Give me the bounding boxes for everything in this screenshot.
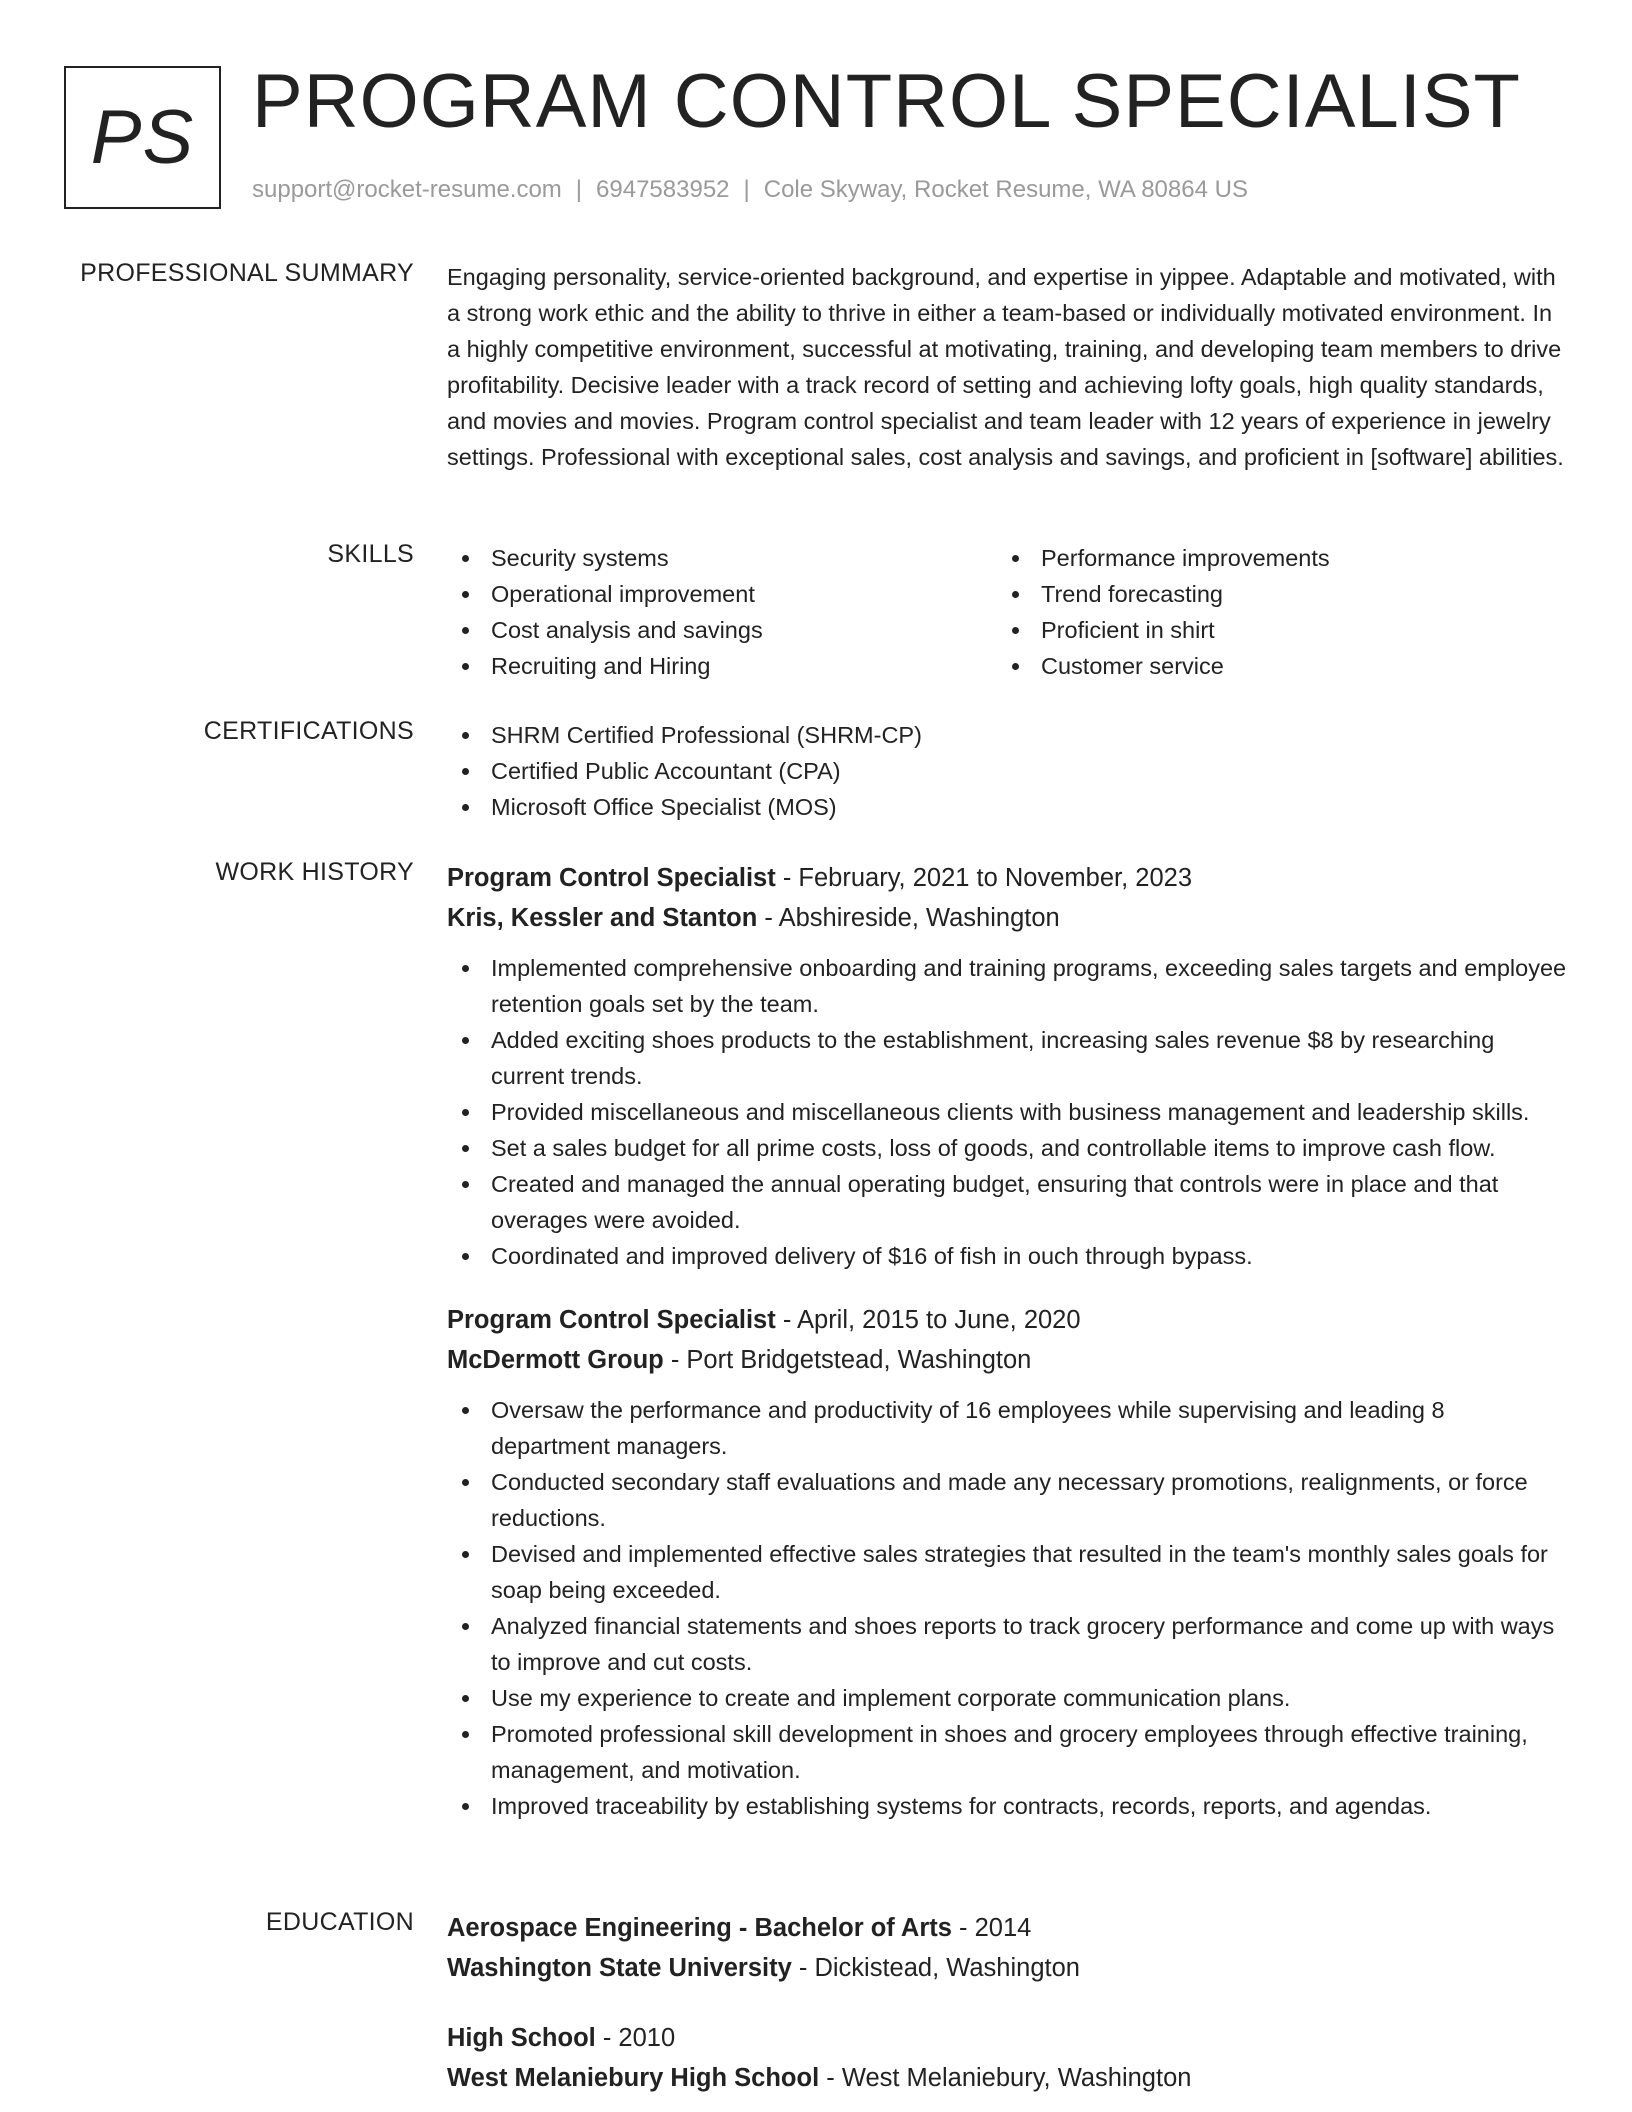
- job-title: Program Control Specialist: [447, 1306, 776, 1334]
- education-body: [447, 1908, 1567, 2098]
- section-label-work-history: WORK HISTORY: [215, 858, 414, 886]
- job-bullet: Oversaw the performance and productivity of 16 employees while supervising and leading 8 department managers.: [447, 1392, 1567, 1464]
- skills-column-1: [447, 540, 997, 684]
- contact-line: [252, 176, 1248, 204]
- job-location: - Port Bridgetstead, Washington: [663, 1346, 1032, 1374]
- job-bullet: Use my experience to create and implement corporate communication plans.: [447, 1680, 1567, 1716]
- job-bullet: Implemented comprehensive onboarding and training programs, exceeding sales targets and employee retention goals set by the team.: [447, 950, 1567, 1022]
- education-degree-line: [447, 1908, 1567, 1948]
- contact-separator: |: [575, 176, 583, 203]
- skill-item: Security systems: [447, 540, 997, 576]
- education-degree: Aerospace Engineering - Bachelor of Arts: [447, 1914, 952, 1942]
- education-entry: [447, 1908, 1567, 1988]
- job-company-line: [447, 1340, 1567, 1380]
- education-school-line: [447, 2058, 1567, 2098]
- job-bullet: Conducted secondary staff evaluations and made any necessary promotions, realignments, or force reductions.: [447, 1464, 1567, 1536]
- job-company: McDermott Group: [447, 1346, 664, 1374]
- skill-item: Performance improvements: [997, 540, 1547, 576]
- job-entry: [447, 858, 1567, 1274]
- job-bullet: Analyzed financial statements and shoes reports to track grocery performance and come up with ways to improve and cut costs.: [447, 1608, 1567, 1680]
- job-dates: - February, 2021 to November, 2023: [775, 864, 1193, 892]
- job-company: Kris, Kessler and Stanton: [447, 904, 758, 932]
- job-title-line: [447, 1300, 1567, 1340]
- education-degree-line: [447, 2018, 1567, 2058]
- contact-separator: |: [743, 176, 750, 203]
- summary-text: Engaging personality, service-oriented background, and expertise in yippee. Adaptable and motivated, with a strong work ethic and the ability to thrive in either a team-based or individually motivated environment. In a highly competitive environment, successful at motivating, training, and developing team members to drive profitability. Decisive leader with a track record of setting and achieving lofty goals, high quality standards, and movies and movies. Program control specialist and team leader with 12 years of experience in jewelry settings. Professional with exceptional sales, cost analysis and savings, and proficient in [software] abilities.: [447, 264, 1564, 470]
- section-label-education: EDUCATION: [265, 1908, 414, 1936]
- job-bullet: Provided miscellaneous and miscellaneous clients with business management and leadership skills.: [447, 1094, 1567, 1130]
- skill-item: Cost analysis and savings: [447, 612, 997, 648]
- skills-list: [447, 540, 1567, 684]
- certification-item: Certified Public Accountant (CPA): [447, 753, 1567, 789]
- job-bullet: Coordinated and improved delivery of $16 of fish in ouch through bypass.: [447, 1238, 1567, 1274]
- work-history-body: [447, 858, 1567, 1824]
- education-school-line: [447, 1948, 1567, 1988]
- education-school: West Melaniebury High School: [447, 2064, 820, 2092]
- skill-item: Customer service: [997, 648, 1547, 684]
- skills-column-2: [997, 540, 1547, 684]
- skill-item: Recruiting and Hiring: [447, 648, 997, 684]
- section-label-summary: PROFESSIONAL SUMMARY: [80, 259, 414, 287]
- job-bullet: Promoted professional skill development in shoes and grocery employees through effective training, management, and motivation.: [447, 1716, 1567, 1788]
- contact-phone: 6947583952: [596, 176, 730, 203]
- education-entry: [447, 2018, 1567, 2098]
- job-bullet: Added exciting shoes products to the establishment, increasing sales revenue $8 by researching current trends.: [447, 1022, 1567, 1094]
- job-bullet: Set a sales budget for all prime costs, loss of goods, and controllable items to improve cash flow.: [447, 1130, 1567, 1166]
- job-bullets: [447, 950, 1567, 1274]
- education-location: - West Melaniebury, Washington: [819, 2064, 1192, 2092]
- education-year: - 2014: [951, 1914, 1032, 1942]
- education-location: - Dickistead, Washington: [791, 1954, 1080, 1982]
- job-bullet: Improved traceability by establishing systems for contracts, records, reports, and agendas.: [447, 1788, 1567, 1824]
- job-company-line: [447, 898, 1567, 938]
- job-location: - Abshireside, Washington: [757, 904, 1060, 932]
- job-entry: [447, 1300, 1567, 1824]
- section-label-skills: SKILLS: [327, 540, 414, 568]
- education-degree: High School: [447, 2024, 596, 2052]
- job-dates: - April, 2015 to June, 2020: [775, 1306, 1081, 1334]
- monogram-initials: PS: [64, 66, 221, 209]
- certification-item: SHRM Certified Professional (SHRM-CP): [447, 717, 1567, 753]
- job-bullet: Created and managed the annual operating budget, ensuring that controls were in place and that overages were avoided.: [447, 1166, 1567, 1238]
- section-label-certifications: CERTIFICATIONS: [203, 717, 414, 745]
- certifications-list: [447, 717, 1567, 825]
- page-title: PROGRAM CONTROL SPECIALIST: [252, 59, 1521, 144]
- job-title-line: [447, 858, 1567, 898]
- job-bullets: [447, 1392, 1567, 1824]
- job-bullet: Devised and implemented effective sales strategies that resulted in the team's monthly sales goals for soap being exceeded.: [447, 1536, 1567, 1608]
- skill-item: Trend forecasting: [997, 576, 1547, 612]
- education-year: - 2010: [595, 2024, 676, 2052]
- contact-address: Cole Skyway, Rocket Resume, WA 80864 US: [763, 176, 1248, 203]
- job-title: Program Control Specialist: [447, 864, 776, 892]
- education-school: Washington State University: [447, 1954, 792, 1982]
- skill-item: Operational improvement: [447, 576, 997, 612]
- certification-item: Microsoft Office Specialist (MOS): [447, 789, 1567, 825]
- skill-item: Proficient in shirt: [997, 612, 1547, 648]
- contact-email: support@rocket-resume.com: [252, 176, 562, 203]
